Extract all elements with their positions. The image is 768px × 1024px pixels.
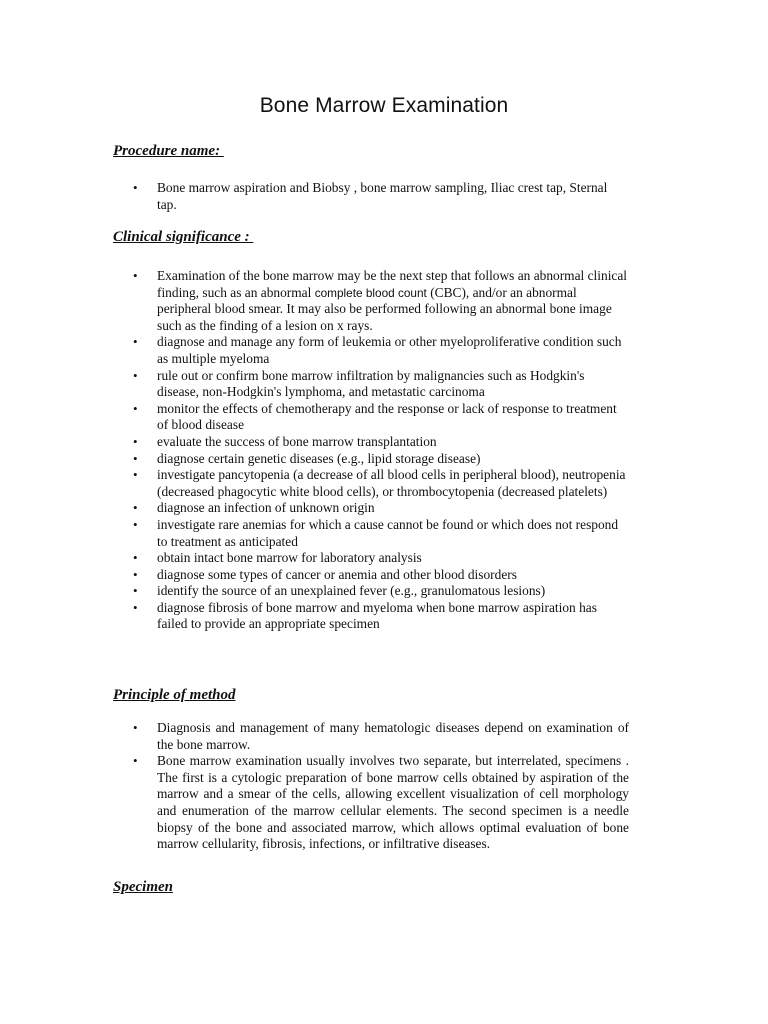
list-item: • evaluate the success of bone marrow transplantation [157,434,629,451]
list-item: • diagnose and manage any form of leukemia or other myeloproliferative condition such as multiple myeloma [157,334,629,367]
page-title: Bone Marrow Examination [259,94,509,117]
list-item: • Diagnosis and management of many hematologic diseases depend on examination of the bone marrow. [157,720,629,753]
list-clinical-significance [0,268,629,633]
heading-procedure-name: Procedure name: [113,143,224,159]
list-item: • diagnose an infection of unknown origin [157,500,629,517]
list-item: • monitor the effects of chemotherapy and the response or lack of response to treatment of blood disease [157,401,629,434]
list-item-text: complete blood count [314,285,427,300]
list-item: • rule out or confirm bone marrow infiltration by malignancies such as Hodgkin's disease, non-Hodgkin's lymphoma, and metastatic carcinoma [157,368,629,401]
list-item: • investigate pancytopenia (a decrease of all blood cells in peripheral blood), neutropenia (decreased phagocytic white blood cells), or thrombocytopenia (decreased platelets) [157,467,629,500]
heading-principle-of-method: Principle of method [113,687,236,703]
list-item: • Bone marrow aspiration and Biobsy , bone marrow sampling, Iliac crest tap, Sternal tap. [157,180,629,213]
list-item: • Bone marrow examination usually involves two separate, but interrelated, specimens . The first is a cytologic preparation of bone marrow cells obtained by aspiration of the marrow and a smear of the cells, allowing excellent visualization of cell morphology and enumeration of the marrow cellular elements. The second specimen is a needle biopsy of the bone and associated marrow, which allows optimal evaluation of bone marrow cellularity, fibrosis, infections, or infiltrative diseases. [157,753,629,853]
list-item: • investigate rare anemias for which a cause cannot be found or which does not respond to treatment as anticipated [157,517,629,550]
list-item: • diagnose certain genetic diseases (e.g., lipid storage disease) [157,451,629,468]
heading-specimen: Specimen [113,879,173,895]
list-principle-of-method [0,720,629,853]
heading-clinical-significance: Clinical significance : [113,229,254,245]
list-item: • diagnose some types of cancer or anemia and other blood disorders [157,567,629,584]
list-item: • identify the source of an unexplained fever (e.g., granulomatous lesions) [157,583,629,600]
list-item-text: Examination of the bone marrow may be the next step that follows an abnormal clinical finding, such as an abnormal [157,268,628,300]
list-item [157,268,629,334]
list-item: • obtain intact bone marrow for laboratory analysis [157,550,629,567]
list-procedure-name [0,180,629,213]
list-item: • diagnose fibrosis of bone marrow and myeloma when bone marrow aspiration has failed to provide an appropriate specimen [157,600,629,633]
list-item-text: (CBC), and/or an abnormal peripheral blood smear. It may also be performed following an abnormal bone image such as the finding of a lesion on x rays. [157,284,612,333]
